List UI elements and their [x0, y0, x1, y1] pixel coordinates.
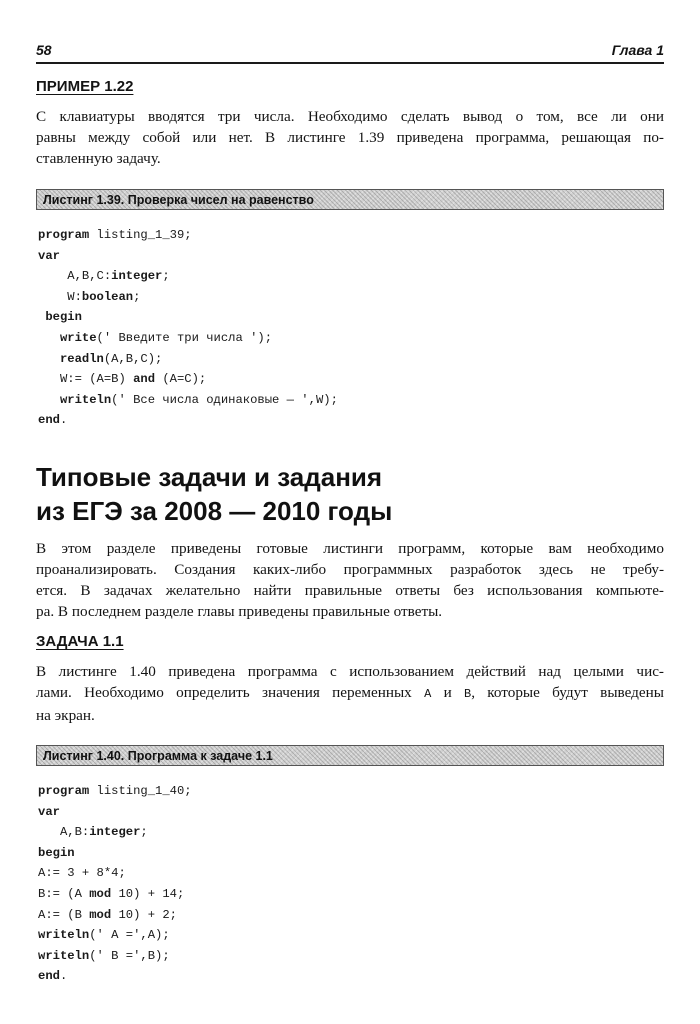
code-line: [38, 925, 192, 946]
variable-name: B: [464, 687, 472, 701]
code-line: [38, 802, 192, 823]
code-line: [38, 328, 338, 349]
running-header: [36, 40, 664, 64]
code-text: 10) + 14;: [111, 886, 185, 901]
code-text: (A=C);: [155, 372, 207, 387]
code-text: ;: [133, 289, 141, 304]
code-text: 10) + 2;: [111, 907, 177, 922]
code-text: .: [59, 969, 68, 984]
code-line: [38, 287, 338, 308]
paragraph-line: ется. В задачах желательно найти правильные ответы без использования компьюте-: [36, 582, 664, 599]
code-text: A:= (B: [38, 907, 90, 922]
code-keyword: writeln: [38, 928, 90, 943]
code-keyword: mod: [89, 886, 112, 901]
code-text: (' Все числа одинаковые — ',W);: [111, 392, 338, 407]
code-line: [38, 843, 192, 864]
code-keyword: program: [38, 784, 90, 798]
code-text: A:= 3 + 8*4;: [38, 866, 126, 881]
section-title: [36, 460, 392, 528]
code-line: [38, 266, 338, 287]
code-listing: [38, 781, 192, 987]
code-text: (' B =',B);: [89, 948, 170, 963]
code-line: [38, 307, 338, 328]
code-text: W:: [38, 289, 82, 304]
paragraph-fragment: и: [431, 684, 464, 701]
section-paragraph: [36, 538, 664, 622]
code-line: [38, 822, 192, 843]
code-line: [38, 905, 192, 926]
code-text: B:= (A: [38, 886, 90, 901]
code-keyword: begin: [45, 310, 82, 325]
code-keyword: end: [38, 413, 60, 428]
paragraph-line: ставленную задачу.: [36, 150, 161, 167]
paragraph-line: равны между собой или нет. В листинге 1.39 приведена программа, решающая по-: [36, 129, 664, 146]
paragraph-line: на экран.: [36, 707, 95, 724]
code-text: A,B:: [38, 825, 90, 840]
chapter-label: Глава 1: [611, 42, 664, 58]
code-line: [38, 390, 338, 411]
paragraph-line: С клавиатуры вводятся три числа. Необходимо сделать вывод о том, все ли они: [36, 108, 664, 125]
code-line: [38, 781, 192, 802]
code-text: (' Введите три числа ');: [96, 330, 273, 345]
example-title: ПРИМЕР 1.22: [36, 78, 134, 95]
code-keyword: var: [38, 804, 60, 819]
code-keyword: integer: [89, 825, 141, 840]
code-line: [38, 369, 338, 390]
code-keyword: write: [59, 330, 97, 345]
code-keyword: writeln: [38, 948, 90, 963]
task-paragraph: [36, 661, 664, 726]
code-keyword: writeln: [59, 392, 112, 407]
paragraph-line: В листинге 1.40 приведена программа с использованием действий над целыми чис-: [36, 663, 664, 680]
code-text: [38, 393, 60, 407]
code-line: [38, 225, 338, 246]
code-keyword: and: [133, 372, 156, 387]
page-number: 58: [36, 42, 52, 58]
code-text: (A,B,C);: [103, 351, 163, 366]
code-keyword: mod: [89, 907, 112, 922]
code-keyword: readln: [59, 351, 104, 366]
code-line: [38, 246, 338, 267]
code-line: [38, 349, 338, 370]
task-title: ЗАДАЧА 1.1: [36, 633, 124, 650]
code-keyword: end: [38, 969, 60, 984]
code-keyword: program: [38, 228, 90, 242]
section-title-line: из ЕГЭ за 2008 — 2010 годы: [36, 496, 393, 526]
code-text: A,B,C:: [38, 269, 112, 284]
section-title-line: Типовые задачи и задания: [36, 462, 383, 492]
paragraph-fragment: лами. Необходимо определить значения переменных: [36, 684, 425, 701]
code-text: .: [59, 413, 68, 428]
code-line: [38, 863, 192, 884]
listing-caption: Листинг 1.40. Программа к задаче 1.1: [36, 745, 664, 766]
paragraph-line: В этом разделе приведены готовые листинги программ, которые вам необходимо: [36, 540, 664, 557]
code-keyword: var: [38, 248, 60, 263]
code-text: [38, 331, 60, 345]
example-paragraph: [36, 106, 664, 169]
listing-caption: Листинг 1.39. Проверка чисел на равенство: [36, 189, 664, 210]
code-line: [38, 884, 192, 905]
code-line: [38, 946, 192, 967]
code-keyword: integer: [111, 269, 163, 284]
code-listing: [38, 225, 338, 431]
code-text: listing_1_40;: [89, 784, 192, 798]
code-text: listing_1_39;: [89, 228, 192, 242]
code-keyword: boolean: [81, 289, 134, 304]
code-keyword: begin: [38, 845, 75, 860]
code-line: [38, 966, 192, 987]
code-text: [38, 352, 60, 366]
code-text: (' A =',A);: [89, 928, 170, 943]
variable-name: A: [424, 687, 432, 701]
code-text: ;: [162, 269, 170, 284]
code-text: ;: [140, 825, 148, 840]
paragraph-line: проанализировать. Создания каких-либо программных разработок здесь не требу-: [36, 561, 664, 578]
paragraph-line: ра. В последнем разделе главы приведены правильные ответы.: [36, 603, 443, 620]
code-line: [38, 410, 338, 431]
paragraph-line: [36, 682, 664, 705]
code-text: W:= (A=B): [38, 372, 134, 387]
paragraph-fragment: , которые будут выведены: [471, 684, 664, 701]
